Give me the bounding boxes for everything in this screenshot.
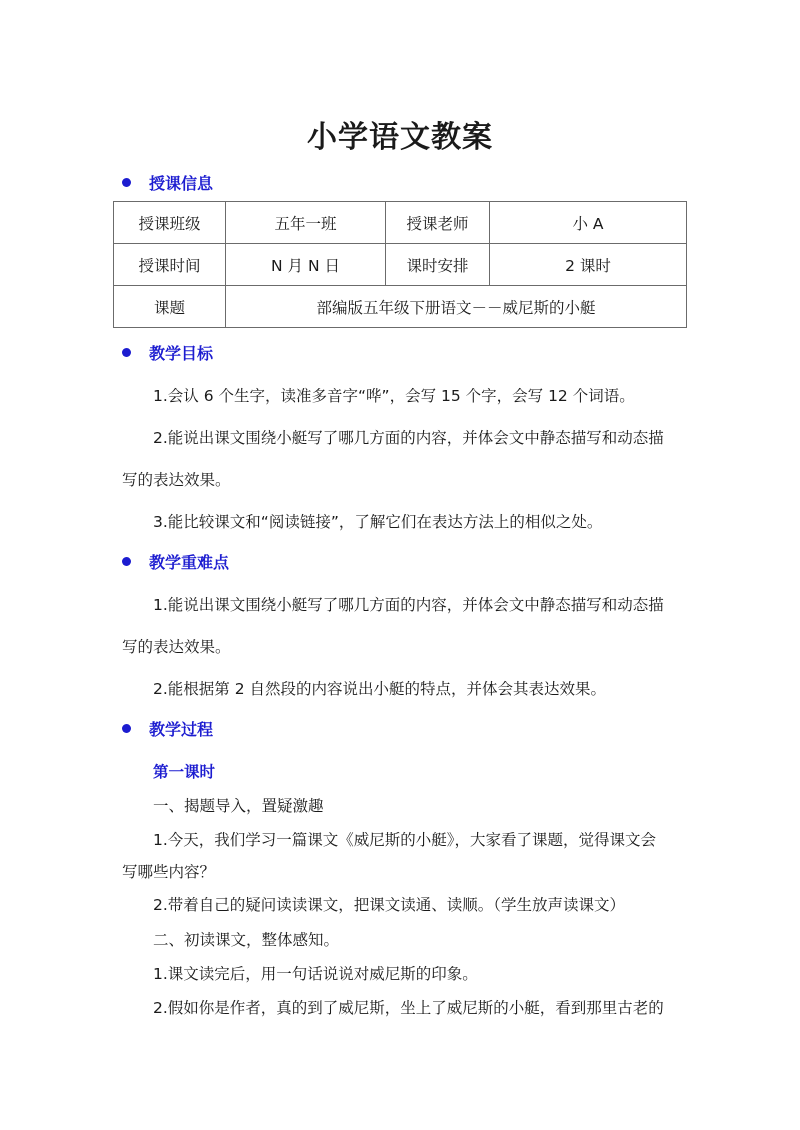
- step-item: 2.假如你是作者，真的到了威尼斯，坐上了威尼斯的小艇，看到那里古老的: [153, 999, 664, 1017]
- step-heading: 一、揭题导入，置疑激趣: [153, 797, 324, 815]
- key-point-line: 写的表达效果。: [122, 638, 231, 656]
- section-heading-goals: [122, 339, 213, 365]
- step-item: 写哪些内容？: [122, 863, 216, 881]
- section-heading-text: 教学重难点: [149, 552, 230, 572]
- table-cell: 小 A: [490, 202, 687, 244]
- table-cell: 授课时间: [114, 244, 226, 286]
- table-row: [114, 244, 687, 286]
- table-cell: 授课老师: [386, 202, 490, 244]
- goal-line: 写的表达效果。: [122, 471, 231, 489]
- key-point-line: 2.能根据第 2 自然段的内容说出小艇的特点，并体会其表达效果。: [153, 680, 607, 698]
- info-table: [113, 201, 687, 328]
- table-cell: 2 课时: [490, 244, 687, 286]
- table-cell: 课时安排: [386, 244, 490, 286]
- page-title: 小学语文教案: [307, 120, 493, 155]
- goal-line: 2.能说出课文围绕小艇写了哪几方面的内容，并体会文中静态描写和动态描: [153, 429, 664, 447]
- step-heading: 二、初读课文，整体感知。: [153, 931, 340, 949]
- table-row: [114, 202, 687, 244]
- table-row: [114, 286, 687, 328]
- section-heading-process: [122, 715, 213, 741]
- section-heading-text: 教学过程: [149, 719, 214, 739]
- bullet-icon: [122, 178, 131, 187]
- section-heading-info: [122, 169, 213, 195]
- table-cell: N 月 N 日: [226, 244, 386, 286]
- goal-line: 1.会认 6 个生字，读准多音字“哗”，会写 15 个字，会写 12 个词语。: [153, 387, 635, 405]
- section-heading-text: 授课信息: [149, 173, 214, 193]
- bullet-icon: [122, 348, 131, 357]
- goal-line: 3.能比较课文和“阅读链接”，了解它们在表达方法上的相似之处。: [153, 513, 603, 531]
- table-cell: 五年一班: [226, 202, 386, 244]
- table-cell: 课题: [114, 286, 226, 328]
- step-item: 1.今天，我们学习一篇课文《威尼斯的小艇》，大家看了课题，觉得课文会: [153, 831, 657, 849]
- step-item: 2.带着自己的疑问读读课文，把课文读通、读顺。（学生放声读课文）: [153, 896, 626, 914]
- table-cell: 部编版五年级下册语文－－威尼斯的小艇: [226, 286, 687, 328]
- bullet-icon: [122, 724, 131, 733]
- bullet-icon: [122, 557, 131, 566]
- lesson-subheading: 第一课时: [153, 763, 216, 781]
- section-heading-key-points: [122, 548, 229, 574]
- section-heading-text: 教学目标: [149, 343, 214, 363]
- step-item: 1.课文读完后，用一句话说说对威尼斯的印象。: [153, 965, 478, 983]
- table-cell: 授课班级: [114, 202, 226, 244]
- key-point-line: 1.能说出课文围绕小艇写了哪几方面的内容，并体会文中静态描写和动态描: [153, 596, 664, 614]
